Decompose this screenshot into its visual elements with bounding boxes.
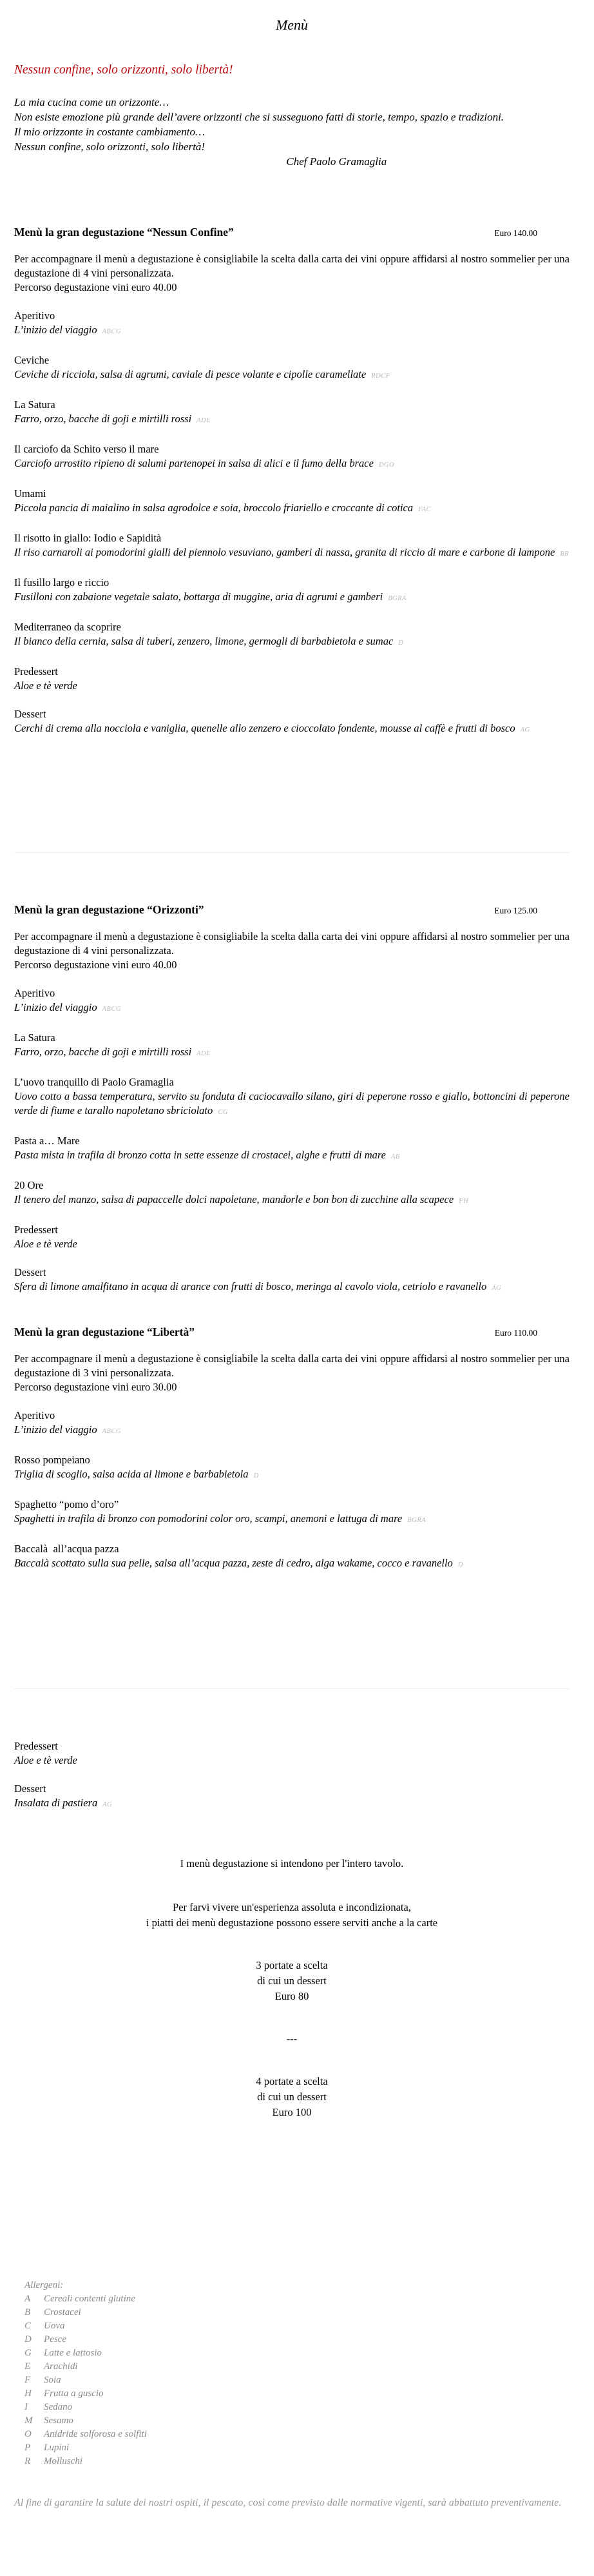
intro-line: Nessun confine, solo orizzonti, solo libertà! (14, 141, 206, 153)
allergen-row (24, 2333, 570, 2347)
wine-pairing-line: Percorso degustazione vini euro 40.00 (14, 959, 177, 971)
option-line: di cui un dessert (257, 2091, 327, 2103)
section-header (14, 903, 570, 917)
course-name: Spaghetto “pomo d’oro” (14, 1498, 119, 1510)
allergen-code: AB (391, 1153, 400, 1160)
course-name: Dessert (14, 708, 46, 720)
course-name: Aperitivo (14, 1409, 55, 1421)
course-description: Triglia di scoglio, salsa acida al limone e barbabietola D (14, 1468, 259, 1480)
course-name: Predessert (14, 1740, 58, 1752)
allergen-label: Latte e lattosio (44, 2348, 102, 2358)
course-description: Aloe e tè verde (14, 1238, 77, 1250)
course-name: Rosso pompeiano (14, 1454, 90, 1466)
allergen-label: Cereali contenti glutine (44, 2294, 135, 2304)
course-item (14, 531, 570, 561)
course-description: Farro, orzo, bacche di goji e mirtilli rossi ADE (14, 1046, 211, 1058)
course-description: Aloe e tè verde (14, 679, 77, 692)
course-description: Fusilloni con zabaione vegetale salato, bottarga di muggine, aria di agrumi e gamberi BGRA (14, 590, 407, 603)
allergen-letter: R (24, 2456, 31, 2466)
allergen-code: D (457, 1561, 463, 1568)
course-description: Baccalà scottato sulla sua pelle, salsa all’acqua pazza, zeste di cedro, alga wakame, cocco e ravanello D (14, 1557, 463, 1569)
section-intro: Per accompagnare il menù a degustazione è consigliabile la scelta dalla carta dei vini oppure affidarsi al nostro sommelier per una degustazione di 4 vini personalizzata. (14, 930, 570, 957)
allergen-code: AG (492, 1285, 502, 1292)
course-description: Il riso carnaroli ai pomodorini gialli del piennolo vesuviano, gamberi di nassa, granita di riccio di mare e carbone di lampone BR (14, 546, 570, 558)
allergen-code: D (253, 1472, 259, 1479)
course-item (14, 398, 570, 428)
menu-section-orizzonti (14, 903, 570, 1296)
course-name: La Satura (14, 1031, 55, 1044)
section-title: Menù la gran degustazione “Nessun Confine” (14, 226, 234, 239)
menu-section-liberta (14, 1325, 570, 1572)
allergen-label: Sesamo (44, 2415, 73, 2426)
section-title: Menù la gran degustazione “Libertà” (14, 1325, 195, 1338)
course-item (14, 1134, 570, 1164)
alacarte-note-line: i piatti dei menù degustazione possono essere serviti anche a la carte (146, 1917, 438, 1929)
allergen-label: Sedano (44, 2402, 73, 2412)
allergen-letter: B (24, 2307, 31, 2317)
course-item (14, 1782, 570, 1812)
intro-line: Il mio orizzonte in costante cambiamento… (14, 126, 206, 138)
course-description: Carciofo arrostito ripieno di salumi partenopei in salsa di alici e il fumo della brace DGO (14, 457, 395, 469)
allergen-row (24, 2387, 570, 2401)
allergen-code: BGRA (407, 1517, 426, 1524)
allergen-code: FAC (418, 506, 432, 513)
course-name: Aperitivo (14, 987, 55, 999)
course-description: Spaghetti in trafila di bronzo con pomodorini color oro, scampi, anemoni e lattuga di mare BGRA (14, 1512, 426, 1525)
allergen-row (24, 2292, 570, 2306)
intro-line: Non esiste emozione più grande dell’avere orizzonti che si susseguono fatti di storie, tempo, spazio e tradizioni. (14, 111, 504, 123)
course-name: Ceviche (14, 354, 50, 366)
allergen-label: Crostacei (44, 2307, 81, 2317)
course-item (14, 1739, 570, 1768)
allergen-row (24, 2401, 570, 2414)
course-name: Umami (14, 487, 46, 500)
allergen-code: BR (560, 551, 570, 558)
course-list (14, 1409, 570, 1572)
course-item (14, 665, 570, 693)
course-description: Aloe e tè verde (14, 1754, 77, 1766)
allergen-code: FH (459, 1198, 469, 1205)
course-item (14, 1031, 570, 1061)
allergen-row (24, 2360, 570, 2374)
course-name: Baccalà all’acqua pazza (14, 1543, 119, 1555)
table-note: I menù degustazione si intendono per l'intero tavolo. (180, 1857, 404, 1869)
course-item (14, 576, 570, 606)
course-item (14, 309, 570, 339)
allergen-code: ABCG (102, 1428, 122, 1435)
course-list (14, 309, 570, 737)
allergen-code: CG (218, 1109, 228, 1116)
alacarte-option-4-courses (14, 2074, 570, 2120)
section-header (14, 1325, 570, 1339)
allergen-letter: P (24, 2443, 31, 2453)
course-description: L’inizio del viaggio ABCG (14, 1423, 122, 1436)
allergen-letter: F (24, 2375, 31, 2385)
section-intro: Per accompagnare il menù a degustazione è consigliabile la scelta dalla carta dei vini oppure affidarsi al nostro sommelier per una degustazione di 3 vini personalizzata. (14, 1352, 570, 1379)
course-item (14, 1223, 570, 1251)
course-description: Il bianco della cernia, salsa di tuberi, zenzero, limone, germogli di barbabietola e sumac D (14, 635, 404, 647)
allergen-row (24, 2414, 570, 2428)
fish-safety-note: Al fine di garantire la salute dei nostri ospiti, il pescato, così come previsto dalle normative vigenti, sarà abbattuto preventivamente. (14, 2497, 562, 2508)
allergen-label: Pesce (44, 2334, 66, 2345)
allergen-letter: E (24, 2361, 31, 2372)
course-item (14, 1178, 570, 1209)
tagline: Nessun confine, solo orizzonti, solo libertà! (14, 63, 233, 77)
course-name: Predessert (14, 1224, 58, 1236)
course-item (14, 1542, 570, 1572)
course-description: Farro, orzo, bacche di goji e mirtilli rossi ADE (14, 413, 211, 425)
allergen-code: ADE (196, 417, 211, 424)
section-price: Euro 110.00 (494, 1328, 537, 1338)
alacarte-note (14, 1900, 570, 1931)
chef-signature: Chef Paolo Gramaglia (286, 155, 387, 168)
allergen-row (24, 2441, 570, 2455)
allergens-legend (14, 2279, 570, 2468)
course-name: Dessert (14, 1266, 46, 1278)
allergen-label: Anidride solforosa e solfiti (44, 2429, 147, 2439)
allergen-row (24, 2428, 570, 2441)
course-item (14, 986, 570, 1017)
course-list-after-break (14, 1739, 570, 1812)
course-name: Predessert (14, 665, 58, 678)
allergen-code: ABCG (102, 1006, 122, 1013)
allergen-label: Lupini (44, 2443, 70, 2453)
allergen-list (24, 2292, 570, 2468)
menu-section-nessun-confine (14, 226, 570, 737)
intro-line: La mia cucina come un orizzonte… (14, 96, 169, 108)
allergen-letter: I (24, 2402, 28, 2412)
option-line: 3 portate a scelta (256, 1959, 328, 1971)
course-description: Il tenero del manzo, salsa di papaccelle dolci napoletane, mandorle e bon bon di zucchine alla scapece FH (14, 1193, 469, 1205)
option-price: Euro 80 (274, 1990, 309, 2002)
option-line: di cui un dessert (257, 1975, 327, 1987)
allergen-letter: H (24, 2388, 32, 2399)
course-description: L’inizio del viaggio ABCG (14, 1001, 122, 1013)
allergen-code: ADE (196, 1050, 211, 1057)
course-name: Aperitivo (14, 309, 55, 322)
intro-paragraph (14, 95, 570, 169)
allergen-code: DGO (378, 462, 395, 469)
allergen-row (24, 2374, 570, 2387)
course-name: La Satura (14, 398, 55, 411)
course-description: Insalata di pastiera AG (14, 1797, 113, 1809)
allergen-label: Soia (44, 2375, 61, 2385)
course-name: Il fusillo largo e riccio (14, 576, 110, 589)
alacarte-option-3-courses (14, 1958, 570, 2004)
allergen-letter: C (24, 2321, 32, 2331)
course-name: L’uovo tranquillo di Paolo Gramaglia (14, 1076, 174, 1088)
page-title: Menù (275, 17, 309, 33)
allergen-letter: O (24, 2429, 32, 2439)
course-description: Cerchi di crema alla nocciola e vaniglia, quenelle allo zenzero e cioccolato fondente, mousse al caffè e frutti di bosco AG (14, 722, 530, 734)
section-intro: Per accompagnare il menù a degustazione è consigliabile la scelta dalla carta dei vini oppure affidarsi al nostro sommelier per una degustazione di 4 vini personalizzata. (14, 253, 570, 279)
course-name: Il carciofo da Schito verso il mare (14, 443, 159, 455)
course-name: Pasta a… Mare (14, 1135, 80, 1147)
allergen-code: D (398, 639, 404, 647)
course-item (14, 353, 570, 384)
option-price: Euro 100 (272, 2106, 312, 2118)
section-price: Euro 140.00 (494, 228, 537, 238)
allergens-title: Allergeni: (24, 2280, 64, 2290)
course-description: Uovo cotto a bassa temperatura, servito su fonduta di caciocavallo silano, giri di peperone rosso e giallo, bottoncini di peperone verde di fiume e tarallo napoletano sbriciolato CG (14, 1090, 570, 1117)
course-item (14, 1075, 570, 1120)
allergen-row (24, 2347, 570, 2360)
section-title: Menù la gran degustazione “Orizzonti” (14, 903, 204, 916)
allergen-code: AG (102, 1801, 113, 1808)
course-name: Dessert (14, 1782, 46, 1795)
allergen-label: Uova (44, 2321, 65, 2331)
allergen-row (24, 2319, 570, 2333)
course-item (14, 487, 570, 517)
course-description: Pasta mista in trafila di bronzo cotta in sette essenze di crostacei, alghe e frutti di mare AB (14, 1149, 400, 1161)
course-item (14, 707, 570, 737)
course-name: 20 Ore (14, 1179, 44, 1191)
course-item (14, 1453, 570, 1483)
course-description: Sfera di limone amalfitano in acqua di arance con frutti di bosco, meringa al cavolo viola, cetriolo e ravanello AG (14, 1280, 502, 1293)
course-list (14, 986, 570, 1296)
allergen-row (24, 2306, 570, 2319)
allergen-code: BGRA (388, 595, 407, 602)
course-item (14, 442, 570, 473)
course-name: Mediterraneo da scoprire (14, 621, 121, 633)
course-name: Il risotto in giallo: Iodio e Sapidità (14, 532, 162, 544)
wine-pairing-line: Percorso degustazione vini euro 30.00 (14, 1381, 177, 1393)
wine-pairing-line: Percorso degustazione vini euro 40.00 (14, 281, 177, 293)
course-description: Piccola pancia di maialino in salsa agrodolce e soia, broccolo friariello e croccante di cotica FAC (14, 502, 432, 514)
allergen-letter: A (24, 2294, 31, 2304)
section-price: Euro 125.00 (494, 906, 537, 915)
course-description: Ceviche di ricciola, salsa di agrumi, caviale di pesce volante e cipolle caramellate RDCF (14, 368, 390, 380)
allergen-row (24, 2455, 570, 2468)
allergen-code: AG (520, 727, 530, 734)
course-item (14, 620, 570, 650)
allergen-letter: G (24, 2348, 32, 2358)
allergen-label: Arachidi (44, 2361, 78, 2372)
allergen-code: ABCG (102, 328, 122, 335)
allergen-letter: M (24, 2415, 33, 2426)
course-item (14, 1409, 570, 1439)
alacarte-separator: --- (286, 2033, 298, 2045)
option-line: 4 portate a scelta (256, 2075, 328, 2087)
alacarte-note-line: Per farvi vivere un'esperienza assoluta e incondizionata, (173, 1901, 411, 1913)
course-item (14, 1265, 570, 1296)
section-header (14, 226, 570, 239)
allergen-code: RDCF (371, 373, 390, 380)
course-description: L’inizio del viaggio ABCG (14, 324, 122, 336)
allergen-letter: D (24, 2334, 32, 2345)
course-item (14, 1498, 570, 1528)
allergen-label: Frutta a guscio (44, 2388, 104, 2399)
allergen-label: Molluschi (44, 2456, 82, 2466)
